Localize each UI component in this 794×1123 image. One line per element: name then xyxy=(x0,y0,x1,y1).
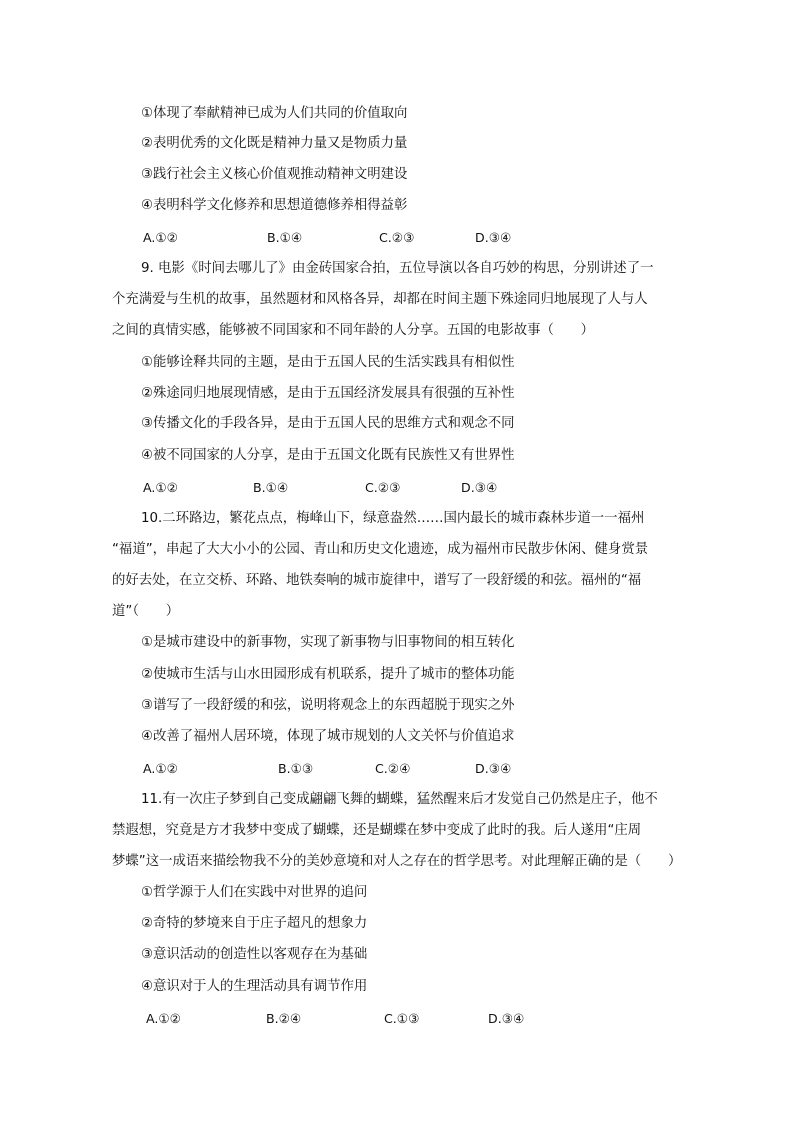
q9-statement-1: ①能够诠释共同的主题，是由于五国人民的生活实践具有相似性 xyxy=(141,355,515,370)
q10-statement-4: ④改善了福州人居环境，体现了城市规划的人文关怀与价值追求 xyxy=(141,729,515,744)
q9-options xyxy=(143,478,663,498)
q10-stem-line-1: 10.二环路边，繁花点点，梅峰山下，绿意盎然……国内最长的城市森林步道一一福州 xyxy=(141,511,645,526)
q11-option-c: C.①③ xyxy=(384,1011,420,1026)
q9-option-c: C.②③ xyxy=(365,480,401,495)
q9-statement-4: ④被不同国家的人分享，是由于五国文化既有民族性又有世界性 xyxy=(141,448,515,463)
q8-statement-2: ②表明优秀的文化既是精神力量又是物质力量 xyxy=(141,136,408,151)
q10-option-c: C.②④ xyxy=(375,761,411,776)
q10-statement-3: ③谱写了一段舒缓的和弦，说明将观念上的东西超脱于现实之外 xyxy=(141,698,515,713)
q9-stem-line-1: 9. 电影《时间去哪儿了》由金砖国家合拍，五位导演以各自巧妙的构思，分别讲述了一 xyxy=(141,261,654,276)
q11-statement-3: ③意识活动的创造性以客观存在为基础 xyxy=(141,947,368,962)
q10-stem-line-3: 的好去处，在立交桥、环路、地铁奏响的城市旋律中，谱写了一段舒缓的和弦。福州的“福 xyxy=(112,573,642,588)
q9-statement-3: ③传播文化的手段各异，是由于五国人民的思维方式和观念不同 xyxy=(141,416,515,431)
q11-stem-line-2: 禁遐想，究竟是方才我梦中变成了蝴蝶，还是蝴蝶在梦中变成了此时的我。后人遂用“庄周 xyxy=(112,823,642,838)
q10-statement-2: ②使城市生活与山水田园形成有机联系，提升了城市的整体功能 xyxy=(141,667,515,682)
q9-stem-line-3: 之间的真情实感，能够被不同国家和不同年龄的人分享。五国的电影故事（ ） xyxy=(112,323,595,338)
q9-option-b: B.①④ xyxy=(253,480,289,495)
q8-option-b: B.①④ xyxy=(267,230,303,245)
q9-option-d: D.③④ xyxy=(461,480,498,495)
q9-statement-2: ②殊途同归地展现情感，是由于五国经济发展具有很强的互补性 xyxy=(141,386,515,401)
q8-statement-1: ①体现了奉献精神已成为人们共同的价值取向 xyxy=(141,106,408,121)
q10-statement-1: ①是城市建设中的新事物，实现了新事物与旧事物间的相互转化 xyxy=(141,635,515,650)
q11-statement-2: ②奇特的梦境来自于庄子超凡的想象力 xyxy=(141,916,368,931)
q11-statement-1: ①哲学源于人们在实践中对世界的追问 xyxy=(141,885,368,900)
q9-stem-line-2: 个充满爱与生机的故事，虽然题材和风格各异，却都在时间主题下殊途同归地展现了人与人 xyxy=(112,292,648,307)
q11-option-b: B.②④ xyxy=(266,1011,302,1026)
q8-option-a: A.①② xyxy=(143,230,178,245)
q8-statement-4: ④表明科学文化修养和思想道德修养相得益彰 xyxy=(141,198,408,213)
q11-options xyxy=(146,1009,666,1029)
q10-option-b: B.①③ xyxy=(278,761,314,776)
q11-stem-line-3: 梦蝶”这一成语来描绘物我不分的美妙意境和对人之存在的哲学思考。对此理解正确的是（ ） xyxy=(112,854,682,869)
q8-statement-3: ③践行社会主义核心价值观推动精神文明建设 xyxy=(141,167,408,182)
q9-option-a: A.①② xyxy=(143,480,178,495)
q10-stem-line-2: “福道”，串起了大大小小的公园、青山和历史文化遗迹，成为福州市民散步休闲、健身赏景 xyxy=(112,542,649,557)
q11-stem-line-1: 11.有一次庄子梦到自己变成翩翩飞舞的蝴蝶，猛然醒来后才发觉自己仍然是庄子，他不 xyxy=(141,792,658,807)
q10-options xyxy=(143,759,663,779)
q10-option-a: A.①② xyxy=(143,761,178,776)
q10-option-d: D.③④ xyxy=(475,761,512,776)
q8-options xyxy=(143,228,663,248)
q8-option-c: C.②③ xyxy=(379,230,415,245)
q11-option-d: D.③④ xyxy=(488,1011,525,1026)
q11-statement-4: ④意识对于人的生理活动具有调节作用 xyxy=(141,979,368,994)
q8-option-d: D.③④ xyxy=(475,230,512,245)
q11-option-a: A.①② xyxy=(146,1011,181,1026)
q10-stem-line-4: 道”（ ） xyxy=(112,604,180,619)
